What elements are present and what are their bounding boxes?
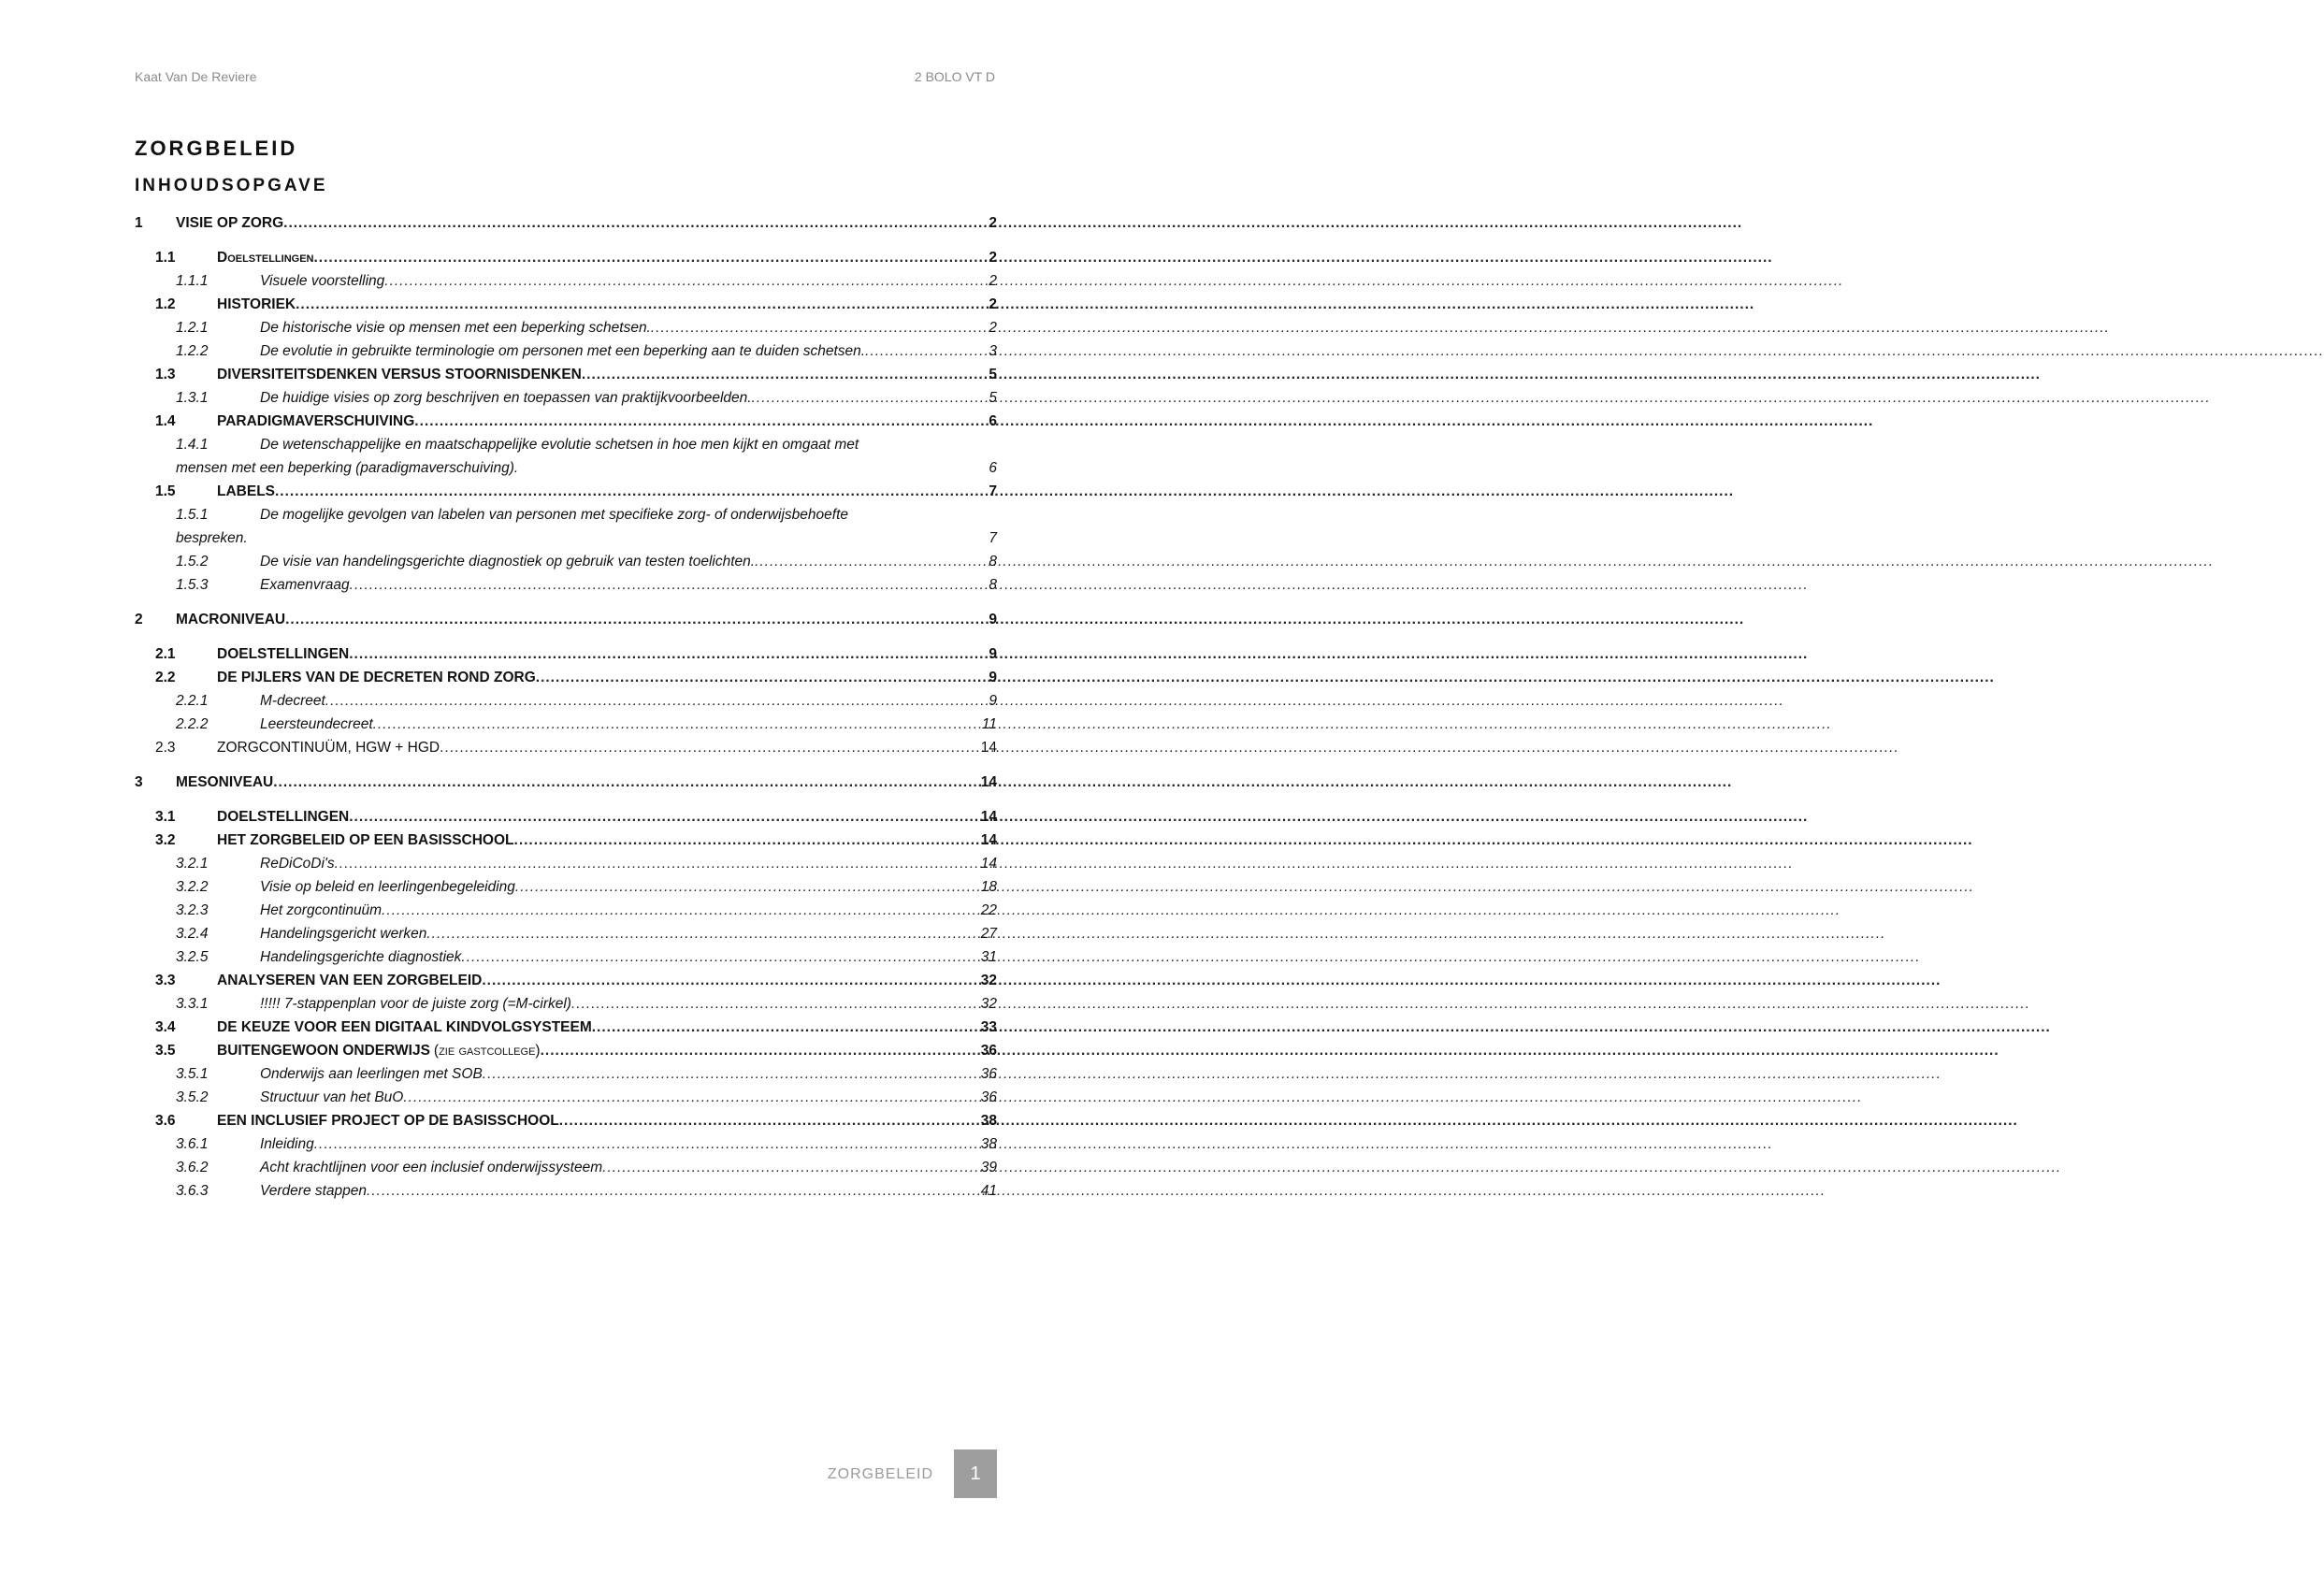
toc-entry[interactable] bbox=[135, 363, 997, 386]
toc-entry-page: 9 bbox=[989, 670, 997, 685]
toc-entry-number: 3.6 bbox=[155, 1113, 176, 1129]
toc-leader-dots bbox=[559, 1109, 980, 1132]
toc-entry-number: 3.4 bbox=[155, 1019, 176, 1035]
footer-label: ZORGBELEID bbox=[827, 1466, 933, 1482]
toc-entry-number: 3.5 bbox=[155, 1043, 176, 1059]
toc-entry[interactable] bbox=[135, 992, 997, 1016]
toc-entry[interactable] bbox=[135, 293, 997, 316]
toc-entry[interactable] bbox=[135, 339, 997, 363]
toc-leader-dots bbox=[285, 608, 988, 631]
toc-entry[interactable] bbox=[135, 771, 997, 794]
toc-leader-dots bbox=[275, 480, 988, 503]
toc-entry[interactable] bbox=[135, 316, 997, 339]
toc-entry-number: 1.5.2 bbox=[176, 554, 209, 570]
toc-entry-page: 3 bbox=[989, 343, 997, 359]
toc-entry-number: 3.2.3 bbox=[176, 902, 209, 918]
page-number: 1 bbox=[954, 1449, 997, 1498]
table-of-contents bbox=[135, 211, 997, 1203]
toc-entry-number: 2.2.1 bbox=[176, 693, 209, 709]
toc-entry[interactable] bbox=[135, 969, 997, 992]
toc-entry-text: HET ZORGBELEID OP EEN BASISSCHOOL bbox=[217, 832, 514, 848]
toc-entry-page: 2 bbox=[989, 273, 997, 289]
toc-entry-line bbox=[176, 526, 997, 550]
toc-entry-page: 9 bbox=[989, 693, 997, 709]
toc-heading: INHOUDSOPGAVE bbox=[135, 176, 328, 195]
toc-entry-text-continued: mensen met een beperking (paradigmaverschuiving). bbox=[176, 460, 519, 476]
toc-entry-page: 39 bbox=[980, 1160, 997, 1175]
header-author: Kaat Van De Reviere bbox=[135, 69, 257, 84]
toc-entry[interactable] bbox=[135, 689, 997, 713]
toc-entry-page: 11 bbox=[981, 716, 997, 732]
toc-entry-text: Onderwijs aan leerlingen met SOB bbox=[260, 1066, 483, 1082]
toc-leader-dots bbox=[384, 269, 988, 293]
toc-entry-text: Examenvraag bbox=[260, 577, 350, 593]
toc-entry-page: 6 bbox=[989, 460, 997, 476]
toc-entry-text: ZORGCONTINUÜM, HGW + HGD bbox=[217, 740, 440, 756]
toc-entry[interactable] bbox=[135, 1156, 997, 1179]
toc-entry-page: 8 bbox=[989, 554, 997, 570]
toc-leader-dots bbox=[440, 736, 980, 759]
toc-entry[interactable] bbox=[135, 829, 997, 852]
toc-entry-page: 18 bbox=[980, 879, 997, 895]
toc-entry-page: 32 bbox=[980, 973, 997, 988]
toc-leader-dots bbox=[651, 316, 989, 339]
toc-entry[interactable] bbox=[135, 1039, 997, 1062]
toc-entry[interactable] bbox=[135, 503, 997, 550]
toc-entry-page: 27 bbox=[980, 926, 997, 942]
toc-leader-dots bbox=[461, 945, 979, 969]
toc-entry[interactable] bbox=[135, 608, 997, 631]
toc-entry[interactable] bbox=[135, 666, 997, 689]
toc-entry-text: De wetenschappelijke en maatschappelijke evolutie schetsen in hoe men kijkt en omgaat met bbox=[260, 437, 859, 453]
toc-leader-dots bbox=[482, 969, 979, 992]
toc-entry-text-suffix: (zie gastcollege) bbox=[433, 1043, 541, 1059]
toc-entry[interactable] bbox=[135, 713, 997, 736]
toc-entry-page: 22 bbox=[980, 902, 997, 918]
toc-entry-page: 14 bbox=[980, 774, 997, 790]
toc-entry-page: 2 bbox=[989, 320, 997, 336]
toc-entry[interactable] bbox=[135, 922, 997, 945]
toc-entry-number: 2.3 bbox=[155, 740, 176, 756]
toc-leader-dots bbox=[403, 1086, 979, 1109]
toc-entry-number: 1.1 bbox=[155, 250, 176, 266]
toc-entry-number: 1.4 bbox=[155, 413, 176, 429]
toc-leader-dots bbox=[602, 1156, 980, 1179]
toc-entry-text-continued: bespreken. bbox=[176, 530, 248, 546]
toc-entry-number: 1.4.1 bbox=[176, 437, 209, 453]
toc-leader-dots bbox=[313, 246, 988, 269]
toc-entry-text: Acht krachtlijnen voor een inclusief onderwijssysteem bbox=[260, 1160, 603, 1175]
toc-entry-page: 8 bbox=[989, 577, 997, 593]
toc-entry-number: 3.1 bbox=[155, 809, 176, 825]
toc-entry-number: 3.2.2 bbox=[176, 879, 209, 895]
toc-entry-number: 1.2.2 bbox=[176, 343, 209, 359]
toc-entry-text: De mogelijke gevolgen van labelen van personen met specifieke zorg- of onderwijsbehoefte bbox=[260, 507, 848, 523]
toc-leader-dots bbox=[514, 829, 980, 852]
toc-entry-page: 7 bbox=[989, 530, 997, 546]
toc-entry-text: MACRONIVEAU bbox=[176, 612, 286, 627]
toc-entry[interactable] bbox=[135, 386, 997, 410]
toc-entry-page: 2 bbox=[989, 250, 997, 266]
toc-entry-text: Handelingsgericht werken bbox=[260, 926, 427, 942]
toc-entry-number: 3 bbox=[135, 774, 143, 790]
toc-entry[interactable] bbox=[135, 269, 997, 293]
toc-entry-page: 36 bbox=[980, 1089, 997, 1105]
toc-leader-dots bbox=[752, 386, 989, 410]
toc-leader-dots bbox=[296, 293, 988, 316]
toc-entry-line bbox=[176, 456, 997, 480]
toc-leader-dots bbox=[373, 713, 981, 736]
toc-entry-text: De evolutie in gebruikte terminologie om personen met een beperking aan te duiden schetsen. bbox=[260, 343, 866, 359]
toc-entry[interactable] bbox=[135, 805, 997, 829]
toc-leader-dots bbox=[536, 666, 989, 689]
toc-leader-dots bbox=[325, 689, 989, 713]
toc-leader-dots bbox=[283, 211, 988, 235]
toc-entry-number: 1.5.1 bbox=[176, 507, 209, 523]
toc-entry-text: BUITENGEWOON ONDERWIJS bbox=[217, 1043, 430, 1059]
toc-entry-number: 3.6.1 bbox=[176, 1136, 209, 1152]
toc-leader-dots bbox=[273, 771, 980, 794]
toc-leader-dots bbox=[865, 339, 988, 363]
toc-entry-text: HISTORIEK bbox=[217, 296, 296, 312]
toc-leader-dots bbox=[314, 1132, 980, 1156]
toc-leader-dots bbox=[349, 642, 988, 666]
toc-entry-number: 3.6.2 bbox=[176, 1160, 209, 1175]
toc-entry[interactable] bbox=[135, 852, 997, 875]
toc-entry-page: 9 bbox=[989, 646, 997, 662]
toc-entry[interactable] bbox=[135, 899, 997, 922]
toc-entry-page: 5 bbox=[989, 367, 997, 382]
toc-entry-page: 2 bbox=[989, 296, 997, 312]
toc-entry-number: 1.2.1 bbox=[176, 320, 209, 336]
toc-entry[interactable] bbox=[135, 550, 997, 573]
toc-entry-number: 1.5.3 bbox=[176, 577, 209, 593]
toc-entry[interactable] bbox=[135, 211, 997, 235]
toc-leader-dots bbox=[582, 363, 989, 386]
toc-entry-number: 2.2 bbox=[155, 670, 176, 685]
toc-entry[interactable] bbox=[135, 1016, 997, 1039]
toc-entry-text: De visie van handelingsgerichte diagnostiek op gebruik van testen toelichten. bbox=[260, 554, 756, 570]
toc-entry-number: 1.1.1 bbox=[176, 273, 209, 289]
toc-entry-number: 1 bbox=[135, 215, 143, 231]
toc-entry-text: VISIE OP ZORG bbox=[176, 215, 284, 231]
toc-entry-text: Visuele voorstelling bbox=[260, 273, 385, 289]
toc-entry-page: 14 bbox=[980, 740, 997, 756]
toc-entry-text: Handelingsgerichte diagnostiek bbox=[260, 949, 462, 965]
toc-entry[interactable] bbox=[135, 1062, 997, 1086]
toc-leader-dots bbox=[367, 1179, 980, 1203]
toc-leader-dots bbox=[515, 875, 980, 899]
toc-entry-text: DOELSTELLINGEN bbox=[217, 809, 350, 825]
toc-entry[interactable] bbox=[135, 736, 997, 759]
toc-entry-page: 38 bbox=[980, 1136, 997, 1152]
toc-entry-page: 38 bbox=[980, 1113, 997, 1129]
toc-entry-page: 5 bbox=[989, 390, 997, 406]
toc-entry-text: MESONIVEAU bbox=[176, 774, 274, 790]
toc-entry-text: M-decreet bbox=[260, 693, 325, 709]
toc-entry-text: DE KEUZE VOOR EEN DIGITAAL KINDVOLGSYSTEEM bbox=[217, 1019, 592, 1035]
toc-entry[interactable] bbox=[135, 1132, 997, 1156]
toc-entry-page: 31 bbox=[980, 949, 997, 965]
header-class: 2 BOLO VT D bbox=[914, 69, 995, 84]
toc-entry-line bbox=[176, 503, 997, 526]
toc-entry-text: ReDiCoDi's bbox=[260, 856, 335, 872]
toc-entry-text: DIVERSITEITSDENKEN VERSUS STOORNISDENKEN bbox=[217, 367, 582, 382]
toc-entry[interactable] bbox=[135, 410, 997, 433]
toc-entry-number: 3.3.1 bbox=[176, 996, 209, 1012]
toc-entry-text: LABELS bbox=[217, 483, 275, 499]
toc-entry-text: Inleiding bbox=[260, 1136, 314, 1152]
toc-entry[interactable] bbox=[135, 642, 997, 666]
toc-leader-dots bbox=[426, 922, 979, 945]
toc-entry-number: 3.2.4 bbox=[176, 926, 209, 942]
toc-leader-dots bbox=[592, 1016, 980, 1039]
toc-entry-text: DE PIJLERS VAN DE DECRETEN ROND ZORG bbox=[217, 670, 536, 685]
toc-entry-number: 2 bbox=[135, 612, 143, 627]
toc-entry-page: 9 bbox=[989, 612, 997, 627]
toc-entry-page: 6 bbox=[989, 413, 997, 429]
toc-entry[interactable] bbox=[135, 1109, 997, 1132]
toc-leader-dots bbox=[571, 992, 980, 1016]
toc-entry-number: 3.2 bbox=[155, 832, 176, 848]
toc-entry-text: Het zorgcontinuüm bbox=[260, 902, 383, 918]
toc-leader-dots bbox=[755, 550, 988, 573]
toc-entry-page: 41 bbox=[980, 1183, 997, 1199]
toc-leader-dots bbox=[350, 573, 989, 597]
toc-entry[interactable] bbox=[135, 875, 997, 899]
toc-entry-text: !!!!! 7-stappenplan voor de juiste zorg (=M-cirkel) bbox=[260, 996, 571, 1012]
document-title: ZORGBELEID bbox=[135, 137, 298, 160]
toc-leader-dots bbox=[382, 899, 980, 922]
toc-entry-number: 3.5.1 bbox=[176, 1066, 209, 1082]
toc-entry[interactable] bbox=[135, 945, 997, 969]
toc-entry[interactable] bbox=[135, 573, 997, 597]
toc-entry-text: Visie op beleid en leerlingenbegeleiding bbox=[260, 879, 515, 895]
toc-entry-page: 33 bbox=[980, 1019, 997, 1035]
toc-entry-text: Verdere stappen bbox=[260, 1183, 368, 1199]
toc-entry-text: De historische visie op mensen met een beperking schetsen. bbox=[260, 320, 651, 336]
toc-entry-number: 1.3 bbox=[155, 367, 176, 382]
toc-entry-number: 3.2.5 bbox=[176, 949, 209, 965]
toc-leader-dots bbox=[349, 805, 980, 829]
toc-entry-text: Leersteundecreet bbox=[260, 716, 373, 732]
toc-entry-number: 1.2 bbox=[155, 296, 176, 312]
toc-entry-text: PARADIGMAVERSCHUIVING bbox=[217, 413, 415, 429]
toc-entry-number: 1.5 bbox=[155, 483, 176, 499]
toc-entry-number: 3.6.3 bbox=[176, 1183, 209, 1199]
toc-entry[interactable] bbox=[135, 1179, 997, 1203]
toc-entry-number: 3.3 bbox=[155, 973, 176, 988]
toc-entry-page: 32 bbox=[980, 996, 997, 1012]
toc-entry[interactable] bbox=[135, 246, 997, 269]
toc-entry-page: 14 bbox=[980, 832, 997, 848]
toc-entry-page: 14 bbox=[980, 856, 997, 872]
toc-entry-line bbox=[176, 433, 997, 456]
toc-leader-dots bbox=[335, 852, 980, 875]
toc-entry-page: 36 bbox=[980, 1066, 997, 1082]
toc-entry[interactable] bbox=[135, 480, 997, 503]
toc-entry-text: Structuur van het BuO bbox=[260, 1089, 404, 1105]
toc-entry-text: DOELSTELLINGEN bbox=[217, 646, 350, 662]
toc-leader-dots bbox=[414, 410, 988, 433]
toc-leader-dots bbox=[483, 1062, 980, 1086]
toc-entry[interactable] bbox=[135, 1086, 997, 1109]
toc-entry-text: De huidige visies op zorg beschrijven en toepassen van praktijkvoorbeelden. bbox=[260, 390, 752, 406]
toc-leader-dots bbox=[541, 1039, 980, 1062]
toc-entry-text: EEN INCLUSIEF PROJECT OP DE BASISSCHOOL bbox=[217, 1113, 559, 1129]
toc-entry[interactable] bbox=[135, 433, 997, 480]
toc-entry-number: 3.2.1 bbox=[176, 856, 209, 872]
toc-entry-page: 36 bbox=[980, 1043, 997, 1059]
toc-entry-number: 2.2.2 bbox=[176, 716, 209, 732]
toc-entry-page: 7 bbox=[989, 483, 997, 499]
toc-entry-number: 2.1 bbox=[155, 646, 176, 662]
toc-entry-number: 1.3.1 bbox=[176, 390, 209, 406]
toc-entry-number: 3.5.2 bbox=[176, 1089, 209, 1105]
toc-entry-page: 14 bbox=[980, 809, 997, 825]
toc-entry-text: Doelstellingen bbox=[217, 250, 314, 266]
toc-entry-text: ANALYSEREN VAN EEN ZORGBELEID bbox=[217, 973, 483, 988]
toc-entry-page: 2 bbox=[989, 215, 997, 231]
